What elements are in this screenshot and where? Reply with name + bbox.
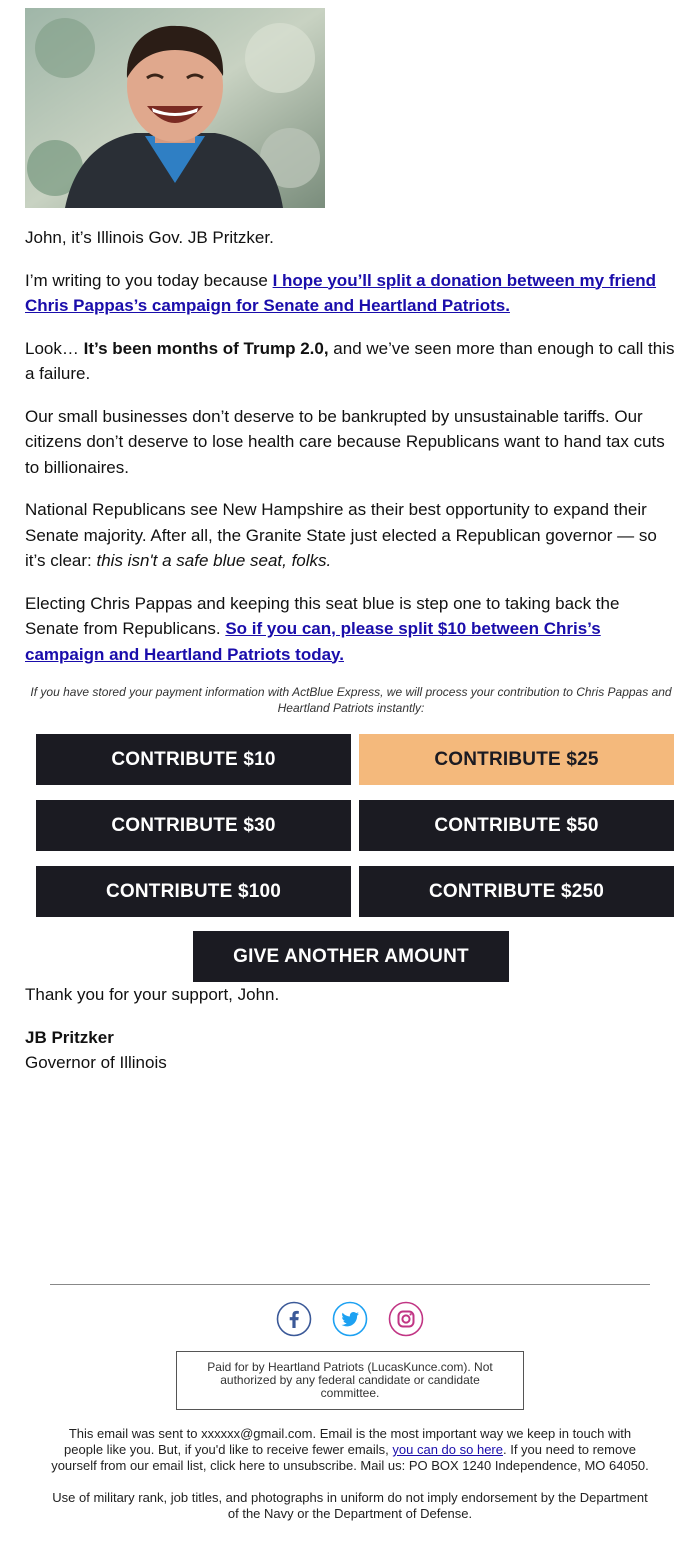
contribute-250-button[interactable]: CONTRIBUTE $250 xyxy=(359,866,674,917)
split-10-link[interactable]: So if you can, please split $10 between Chris’s campaign and Heartland Patriots today. xyxy=(25,619,601,664)
actblue-disclaimer: If you have stored your payment information with ActBlue Express, we will process your contribution to Chris Pappas and Heartland Patriots instantly: xyxy=(30,685,672,715)
contribute-10-button[interactable]: CONTRIBUTE $10 xyxy=(36,734,351,785)
trump-text-after: and we’ve seen more than enough to call this a failure. xyxy=(25,338,675,383)
pritzker-photo xyxy=(25,8,325,208)
paragraph-trump xyxy=(25,336,677,387)
email-body xyxy=(25,8,677,1076)
paragraph-electing xyxy=(25,591,677,668)
email-notice xyxy=(50,1426,650,1474)
military-disclaimer: Use of military rank, job titles, and photographs in uniform do not imply endorsement by the Department of the Navy or the Department of Defense. xyxy=(52,1490,648,1521)
sent-to-middle: . Email is the most important way we keep in touch with people like you. But, if you'd like to receive fewer emails, xyxy=(64,1426,632,1457)
trump-bold: It’s been months of Trump 2.0, xyxy=(83,338,329,358)
footer-divider xyxy=(50,1284,650,1285)
footer xyxy=(50,1284,650,1522)
fewer-emails-link[interactable]: you can do so here xyxy=(392,1442,503,1457)
give-another-amount-button[interactable]: GIVE ANOTHER AMOUNT xyxy=(193,931,509,982)
contribute-30-button[interactable]: CONTRIBUTE $30 xyxy=(36,800,351,851)
contribute-100-button[interactable]: CONTRIBUTE $100 xyxy=(36,866,351,917)
contribute-25-button[interactable]: CONTRIBUTE $25 xyxy=(359,734,674,785)
sent-to-suffix: . If you need to remove yourself from our email list, click here to unsubscribe. Mail us: PO BOX 1240 Independence, MO 64050. xyxy=(51,1442,649,1473)
nh-italic: this isn't a safe blue seat, folks. xyxy=(96,551,332,570)
signature-name: JB Pritzker xyxy=(25,1027,114,1047)
paid-for-box: Paid for by Heartland Patriots (LucasKunce.com). Not authorized by any federal candidate or candidate committee. xyxy=(176,1351,524,1410)
contribute-50-button[interactable]: CONTRIBUTE $50 xyxy=(359,800,674,851)
thanks-line: Thank you for your support, John. xyxy=(25,985,280,1004)
social-links xyxy=(50,1301,650,1337)
signature-title: Governor of Illinois xyxy=(25,1053,167,1072)
split-donation-link[interactable]: I hope you’ll split a donation between my friend Chris Pappas’s campaign for Senate and Heartland Patriots. xyxy=(25,270,657,315)
twitter-icon[interactable] xyxy=(332,1301,368,1337)
sent-to-prefix: This email was sent to xyxy=(68,1426,202,1441)
donation-grid xyxy=(36,734,677,917)
electing-text: Electing Chris Pappas and keeping this seat blue is step one to taking back the Senate from Republicans. xyxy=(25,593,620,638)
nh-text: National Republicans see New Hampshire as their best opportunity to expand their Senate majority. After all, the Granite State just elected a Republican governor — so it’s clear: xyxy=(25,500,657,570)
intro-text: I’m writing to you today because xyxy=(25,270,273,290)
greeting: John, it’s Illinois Gov. JB Pritzker. xyxy=(25,228,274,247)
paragraph-tariffs: Our small businesses don’t deserve to be bankrupted by unsustainable tariffs. Our citizens don’t deserve to lose health care because Republicans want to hand tax cuts to billionaires. xyxy=(25,406,665,477)
paragraph-new-hampshire xyxy=(25,497,677,574)
trump-text-before: Look… xyxy=(25,338,84,358)
facebook-icon[interactable] xyxy=(276,1301,312,1337)
instagram-icon[interactable] xyxy=(388,1301,424,1337)
recipient-email: xxxxxx@gmail.com xyxy=(201,1426,313,1441)
paragraph-intro xyxy=(25,268,677,319)
